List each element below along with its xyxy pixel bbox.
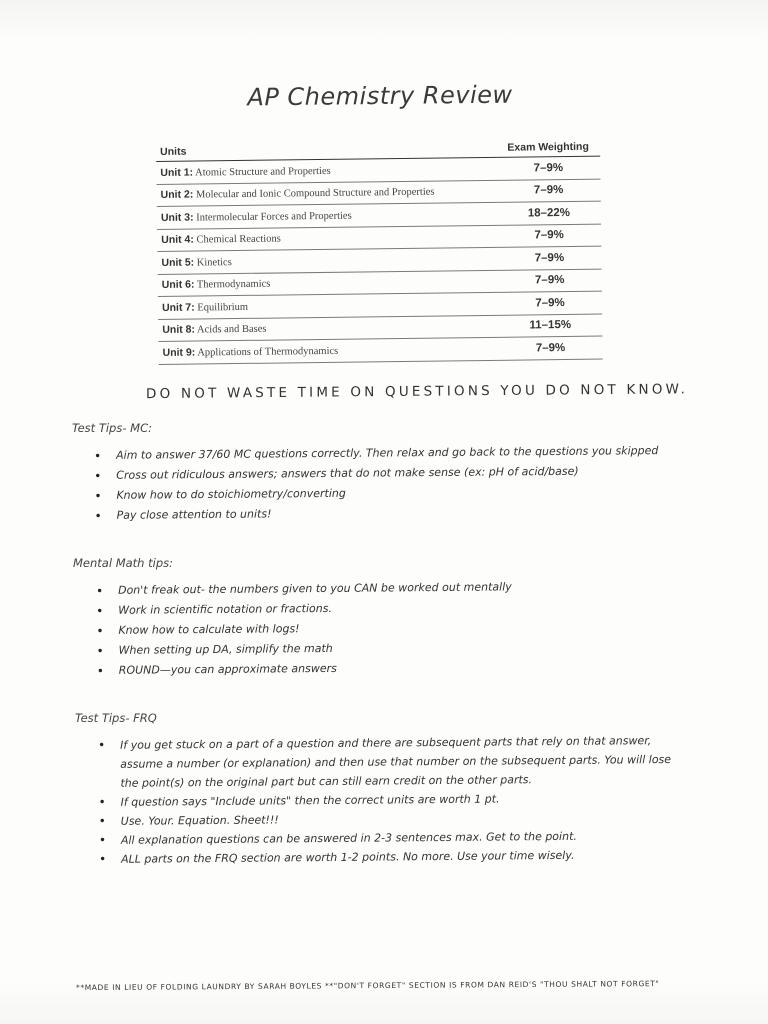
- unit-name: Chemical Reactions: [196, 233, 281, 246]
- list-item: • If question says "Include units" then the correct units are worth 1 pt.: [98, 788, 678, 812]
- unit-label: Unit 5:: [161, 256, 195, 269]
- unit-cell: [158, 337, 498, 364]
- unit-name: Equilibrium: [197, 301, 249, 314]
- weight-cell: 7–9%: [496, 156, 600, 180]
- mc-tips-list: [94, 441, 659, 526]
- unit-name: Molecular and Ionic Compound Structure and Properties: [195, 186, 435, 201]
- unit-name: Atomic Structure and Properties: [195, 165, 331, 179]
- list-item: • Aim to answer 37/60 MC questions correctly. Then relax and go back to the questions you skipped: [94, 441, 658, 466]
- frq-tips-title: Test Tips- FRQ: [75, 711, 157, 725]
- weight-cell: 7–9%: [497, 246, 601, 270]
- frq-tips-list: [98, 731, 679, 869]
- list-item: • ROUND—you can approximate answers: [97, 657, 513, 681]
- list-item: • Pay close attention to units!: [95, 501, 659, 526]
- list-item: • ALL parts on the FRQ section are worth 1-2 points. No more. Use your time wisely.: [99, 845, 679, 869]
- list-item: • When setting up DA, simplify the math: [97, 637, 513, 661]
- unit-name: Thermodynamics: [196, 278, 271, 291]
- weight-cell: 7–9%: [498, 336, 602, 360]
- unit-label: Unit 9:: [162, 346, 196, 359]
- unit-label: Unit 1:: [160, 166, 194, 179]
- list-item: • Know how to do stoichiometry/converting: [94, 481, 658, 506]
- unit-name: Acids and Bases: [196, 323, 267, 336]
- unit-label: Unit 3:: [160, 211, 194, 224]
- footer-credit: **MADE IN LIEU OF FOLDING LAUNDRY BY SARAH BOYLES **"DON'T FORGET" SECTION IS FROM DAN REID'S "THOU SHALT NOT FORGET": [75, 979, 660, 993]
- list-item: • Don't freak out- the numbers given to you CAN be worked out mentally: [96, 577, 512, 601]
- list-item: • Use. Your. Equation. Sheet!!!: [99, 807, 679, 831]
- weight-cell: 7–9%: [498, 291, 602, 315]
- list-item: • If you get stuck on a part of a question and there are subsequent parts that rely on that answer, assume a number (or explanation) and then use that number on the subsequent parts. You will lose the point(s) on the original part but can still earn credit on the other parts.: [98, 731, 678, 793]
- unit-name: Intermolecular Forces and Properties: [196, 210, 352, 224]
- warning-banner: DO NOT WASTE TIME ON QUESTIONS YOU DO NOT KNOW.: [145, 381, 689, 403]
- units-column-header: Units: [156, 138, 496, 162]
- mental-math-title: Mental Math tips:: [73, 556, 173, 570]
- page-title: AP Chemistry Review: [247, 80, 513, 112]
- list-item: • All explanation questions can be answered in 2-3 sentences max. Get to the point.: [99, 826, 679, 850]
- unit-name: Kinetics: [196, 256, 232, 269]
- unit-label: Unit 2:: [160, 188, 194, 202]
- unit-label: Unit 7:: [161, 301, 195, 314]
- weight-cell: 11–15%: [498, 314, 602, 338]
- weight-cell: 7–9%: [496, 179, 600, 203]
- list-item: • Cross out ridiculous answers; answers that do not make sense (ex: pH of acid/base): [94, 461, 658, 486]
- mc-tips-title: Test Tips- MC:: [72, 421, 152, 435]
- unit-label: Unit 6:: [161, 278, 195, 292]
- table-row: [158, 336, 602, 364]
- weight-cell: 7–9%: [498, 269, 602, 293]
- weighting-column-header: Exam Weighting: [496, 137, 600, 158]
- unit-label: Unit 8:: [162, 323, 196, 337]
- unit-label: Unit 4:: [161, 233, 194, 247]
- unit-name: Applications of Thermodynamics: [197, 345, 339, 359]
- weight-cell: 18–22%: [497, 201, 601, 225]
- list-item: • Work in scientific notation or fractions.: [96, 597, 512, 621]
- weight-cell: 7–9%: [497, 224, 601, 248]
- mental-math-list: [96, 577, 513, 681]
- list-item: • Know how to calculate with logs!: [96, 617, 512, 641]
- units-table: [156, 137, 603, 365]
